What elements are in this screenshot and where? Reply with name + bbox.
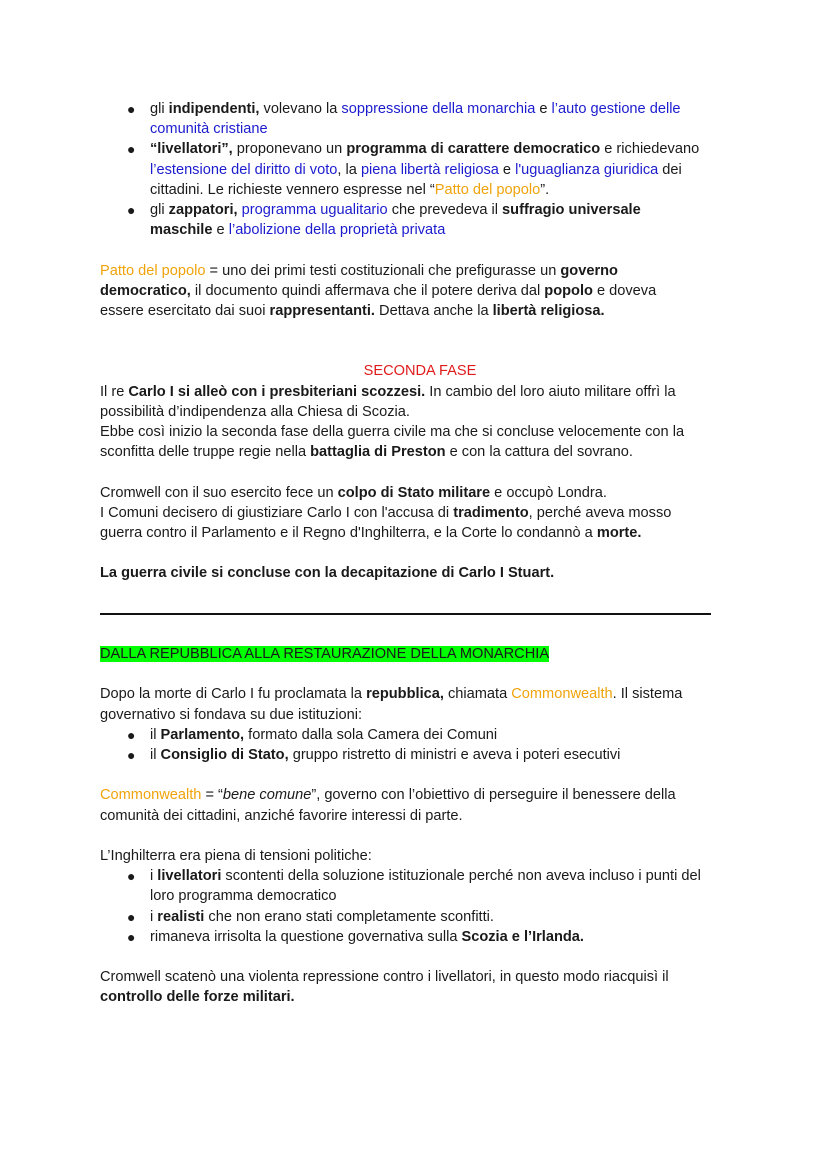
text-run: essere esercitato dai suoi: [100, 302, 270, 319]
blank-line: [100, 947, 740, 967]
text-line: [100, 422, 740, 442]
text-run: Scozia e l’Irlanda.: [461, 928, 584, 945]
text-run: suffragio universale: [502, 201, 641, 218]
text-run: e: [498, 161, 516, 178]
text-run: i: [150, 908, 158, 925]
text-run: e richiedevano: [600, 141, 700, 158]
text-run: La guerra civile si concluse con la decapitazione di Carlo I Stuart.: [100, 565, 555, 582]
text-run: chiamata: [443, 686, 512, 703]
text-run: libertà religiosa.: [492, 302, 605, 319]
text-run: realisti: [157, 908, 205, 925]
text-run: livellatori: [157, 868, 222, 885]
bullet-icon: ●: [127, 868, 136, 885]
text-run: l’auto gestione delle: [551, 101, 681, 117]
text-run: maschile: [150, 222, 213, 239]
text-run: Commonwealth: [511, 686, 613, 703]
bullet-item: [100, 725, 740, 745]
bullet-icon: ●: [127, 201, 136, 218]
bullet-icon: ●: [127, 747, 136, 763]
text-run: , la: [337, 161, 361, 178]
text-run: Carlo I si alleò con i presbiteriani scozzesi.: [128, 383, 426, 400]
text-run: comunità dei cittadini, anziché favorire interessi di parte.: [100, 807, 463, 824]
text-line: [100, 301, 740, 321]
text-run: programma ugualitario: [241, 201, 388, 218]
text-run: Cromwell scatenò una violenta repressione contro i livellatori, in questo modo riacquisì il: [100, 969, 669, 986]
text-run: Dopo la morte di Carlo I fu proclamata la: [100, 686, 367, 703]
text-line: [100, 281, 740, 301]
text-run: repubblica,: [366, 686, 444, 703]
blank-line: [100, 584, 740, 604]
text-run: i: [150, 868, 158, 885]
text-run: colpo di Stato militare: [337, 484, 491, 501]
text-run: il: [150, 726, 161, 743]
text-run: sconfitta delle truppe regie nella: [100, 444, 311, 461]
text-run: il: [150, 747, 161, 763]
text-line: [100, 382, 740, 402]
text-run: SECONDA FASE: [363, 363, 477, 380]
text-run: Parlamento,: [160, 726, 245, 743]
text-run: governo: [560, 262, 618, 279]
text-run: ”, governo con l’obiettivo di perseguire il benessere della: [311, 787, 676, 804]
text-run: morte.: [596, 524, 642, 541]
text-run: l’estensione del diritto di voto: [150, 161, 338, 178]
text-run: che prevedeva il: [387, 201, 503, 218]
text-line: [100, 503, 740, 523]
text-run: controllo delle forze militari.: [100, 989, 295, 1006]
bullet-icon: ●: [127, 726, 136, 743]
blank-line: [100, 664, 740, 684]
horizontal-rule: [100, 604, 740, 624]
text-run: cittadini. Le richieste vennero espresse nel “: [150, 181, 435, 198]
bullet-icon: ●: [127, 101, 136, 117]
text-run: rappresentanti.: [269, 302, 375, 319]
blank-line: [100, 462, 740, 482]
text-line: [100, 987, 740, 1007]
bullet-item: [100, 200, 740, 220]
text-run: il documento quindi affermava che il potere deriva dal: [190, 282, 545, 299]
text-run: popolo: [544, 282, 593, 299]
text-run: che non erano stati completamente sconfitti.: [204, 908, 494, 925]
text-run: Patto del popolo: [100, 262, 206, 279]
blank-line: [100, 765, 740, 785]
text-run: rimaneva irrisolta la questione governativa sulla: [150, 928, 462, 945]
text-run: possibilità d’indipendenza alla Chiesa di Scozia.: [100, 403, 410, 420]
text-line: [100, 886, 740, 906]
text-run: Commonwealth: [100, 787, 202, 804]
bullet-item: [100, 927, 740, 947]
text-line: [100, 180, 740, 200]
document-page: [100, 99, 740, 1007]
text-run: = uno dei primi testi costituzionali che prefigurasse un: [205, 262, 561, 279]
text-run: e: [212, 222, 229, 239]
bullet-icon: ●: [127, 908, 136, 925]
text-run: l'uguaglianza giuridica: [515, 161, 659, 178]
text-run: programma di carattere democratico: [346, 141, 601, 158]
text-line: [100, 705, 740, 725]
text-run: I Comuni decisero di giustiziare Carlo I con l'accusa di: [100, 504, 454, 521]
text-run: ”.: [540, 181, 550, 198]
text-run: comunità cristiane: [150, 121, 268, 138]
text-run: L’Inghilterra era piena di tensioni politiche:: [100, 847, 372, 864]
blank-line: [100, 624, 740, 644]
text-line: [100, 261, 740, 281]
text-line: [100, 119, 740, 139]
text-run: tradimento: [453, 504, 529, 521]
text-run: governativo si fondava su due istituzioni:: [100, 706, 363, 723]
section-heading: [100, 361, 740, 381]
text-run: soppressione della monarchia: [341, 101, 536, 117]
text-line: [100, 160, 740, 180]
text-line: [100, 523, 740, 543]
text-line: [100, 644, 740, 664]
text-run: battaglia di Preston: [310, 444, 446, 461]
text-run: proponevano un: [232, 141, 347, 158]
text-run: Patto del popolo: [434, 181, 541, 198]
text-run: indipendenti,: [168, 101, 260, 117]
text-run: loro programma democratico: [150, 888, 337, 905]
bullet-item: [100, 866, 740, 886]
text-line: [100, 806, 740, 826]
text-run: = “: [201, 787, 223, 804]
bullet-item: [100, 745, 740, 765]
text-run: . Il sistema: [612, 686, 683, 703]
text-line: [100, 846, 740, 866]
blank-line: [100, 543, 740, 563]
text-run: volevano la: [259, 101, 342, 117]
text-run: scontenti della soluzione istituzionale perché non aveva incluso i punti del: [221, 868, 701, 885]
text-run: Dettava anche la: [374, 302, 493, 319]
text-line: [100, 442, 740, 462]
text-run: “livellatori”,: [150, 141, 233, 158]
text-run: Ebbe così inizio la seconda fase della guerra civile ma che si concluse velocemente con la: [100, 424, 685, 440]
text-run: e con la cattura del sovrano.: [445, 444, 633, 461]
blank-line: [100, 240, 740, 260]
text-run: DALLA REPUBBLICA ALLA RESTAURAZIONE DELLA MONARCHIA: [100, 646, 550, 663]
text-line: [100, 684, 740, 704]
bullet-icon: ●: [127, 928, 136, 945]
text-run: gruppo ristretto di ministri e aveva i poteri esecutivi: [288, 747, 621, 763]
text-run: e occupò Londra.: [490, 484, 607, 501]
text-run: , perché aveva mosso: [528, 504, 672, 521]
text-run: democratico,: [100, 282, 191, 299]
text-run: guerra contro il Parlamento e il Regno d'Inghilterra, e la Corte lo condannò a: [100, 524, 597, 541]
text-line: [100, 967, 740, 987]
text-run: Consiglio di Stato,: [160, 747, 289, 763]
text-line: [100, 785, 740, 805]
divider: [100, 613, 711, 615]
bullet-icon: ●: [127, 141, 136, 158]
text-run: e: [535, 101, 552, 117]
text-run: formato dalla sola Camera dei Comuni: [244, 726, 498, 743]
text-run: bene comune: [222, 787, 312, 804]
text-run: gli: [150, 101, 169, 117]
text-run: e doveva: [592, 282, 657, 299]
bullet-item: [100, 99, 740, 119]
text-run: gli: [150, 201, 169, 218]
text-run: Cromwell con il suo esercito fece un: [100, 484, 338, 501]
text-line: [100, 483, 740, 503]
blank-line: [100, 321, 740, 341]
text-line: [100, 563, 740, 583]
text-run: In cambio del loro aiuto militare offrì la: [425, 383, 676, 400]
text-run: l’abolizione della proprietà privata: [228, 222, 446, 239]
text-run: zappatori,: [168, 201, 238, 218]
text-line: [100, 220, 740, 240]
text-run: piena libertà religiosa: [360, 161, 499, 178]
blank-line: [100, 341, 740, 361]
bullet-item: [100, 139, 740, 159]
bullet-item: [100, 907, 740, 927]
blank-line: [100, 826, 740, 846]
text-line: [100, 402, 740, 422]
text-run: Il re: [100, 383, 129, 400]
text-run: dei: [658, 161, 682, 178]
